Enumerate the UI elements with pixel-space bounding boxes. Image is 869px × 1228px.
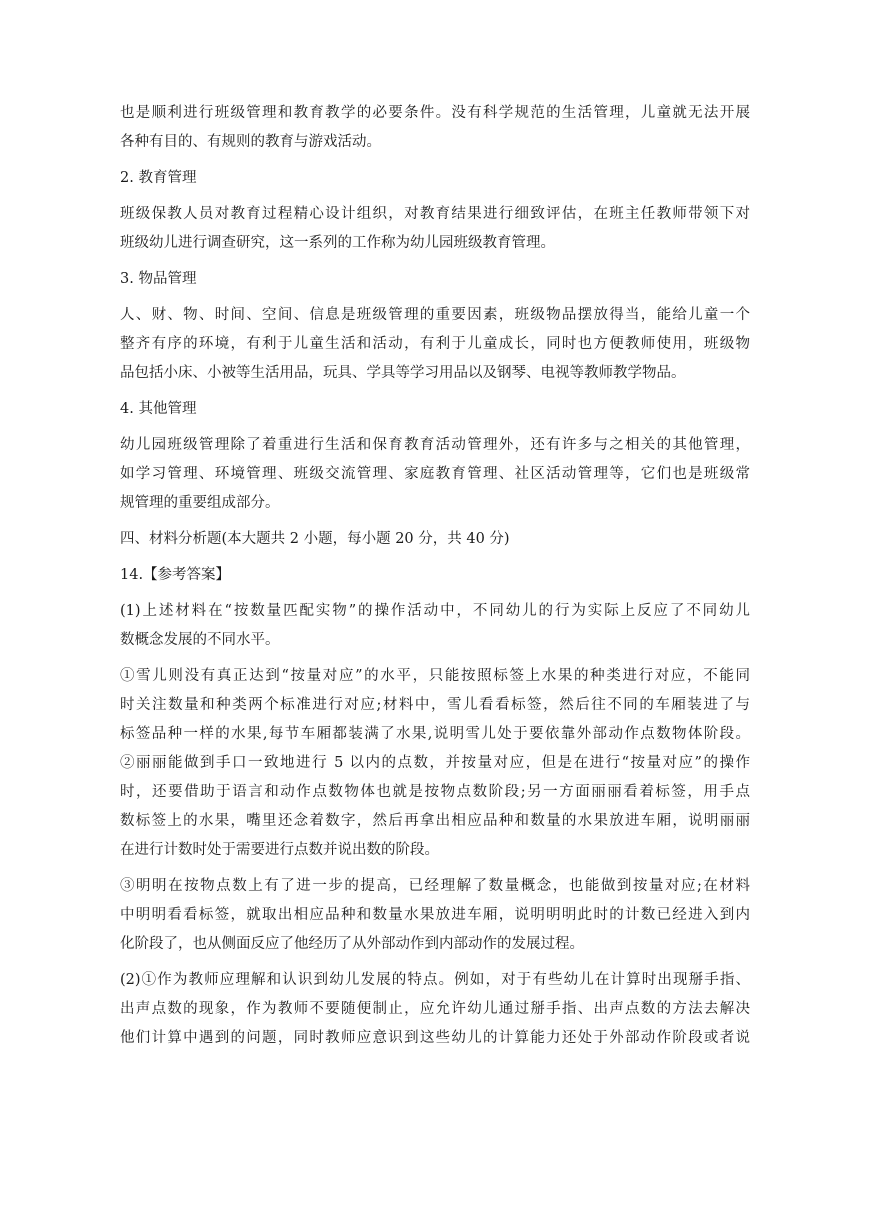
text-line: ③明明在按物点数上有了进一步的提高，已经理解了数量概念，也能做到按量对应;在材料 — [120, 878, 750, 894]
text-line: 时关注数量和种类两个标准进行对应;材料中，雪儿看看标签，然后往不同的车厢装进了与 — [120, 697, 750, 713]
text-line: 标签品种一样的水果,每节车厢都装满了水果,说明雪儿处于要依靠外部动作点数物体阶段。 — [120, 726, 750, 742]
section-heading — [120, 269, 750, 290]
paragraph — [120, 204, 750, 254]
paragraph — [120, 435, 750, 514]
text-line: ②丽丽能做到手口一致地进行 5 以内的点数，并按量对应，但是在进行“按量对应”的操作 — [120, 755, 750, 771]
text-line: 整齐有序的环境，有利于儿童生活和活动，有利于儿童成长，同时也方便教师使用，班级物 — [120, 336, 750, 352]
paragraph — [120, 305, 750, 384]
text-line: 数概念发展的不同水平。 — [120, 632, 280, 648]
text-line: 数标签上的水果，嘴里还念着数字，然后再拿出相应品种和数量的水果放进车厢，说明丽丽 — [120, 813, 750, 829]
paragraph — [120, 601, 750, 651]
text-line: 四、材料分析题(本大题共 2 小题，每小题 20 分，共 40 分) — [120, 531, 510, 547]
text-line: 品包括小床、小被等生活用品，玩具、学具等学习用品以及钢琴、电视等教师教学物品。 — [120, 365, 686, 381]
text-line: 也是顺利进行班级管理和教育教学的必要条件。没有科学规范的生活管理，儿童就无法开展 — [120, 105, 750, 121]
text-line: 班级幼儿进行调查研究，这一系列的工作称为幼儿园班级教育管理。 — [120, 235, 555, 251]
paragraph — [120, 666, 750, 861]
text-line: 人、财、物、时间、空间、信息是班级管理的重要因素，班级物品摆放得当，能给儿童一个 — [120, 307, 750, 323]
text-line: 4. 其他管理 — [120, 401, 197, 417]
paragraph — [120, 970, 750, 1049]
section-heading — [120, 529, 750, 550]
text-line: (2)①作为教师应理解和认识到幼儿发展的特点。例如，对于有些幼儿在计算时出现掰手指、 — [120, 972, 750, 988]
text-line: 幼儿园班级管理除了着重进行生活和保育教育活动管理外，还有许多与之相关的其他管理， — [120, 437, 750, 453]
text-line: 在进行计数时处于需要进行点数并说出数的阶段。 — [120, 842, 439, 858]
text-line: 14.【参考答案】 — [120, 567, 231, 583]
text-line: 化阶段了，也从侧面反应了他经历了从外部动作到内部动作的发展过程。 — [120, 936, 584, 952]
text-line: ①雪儿则没有真正达到“按量对应”的水平，只能按照标签上水果的种类进行对应，不能同 — [120, 668, 750, 684]
text-line: 各种有目的、有规则的教育与游戏活动。 — [120, 134, 381, 150]
text-line: 中明明看看标签，就取出相应品种和数量水果放进车厢，说明明明此时的计数已经进入到内 — [120, 907, 750, 923]
text-line: 他们计算中遇到的问题，同时教师应意识到这些幼儿的计算能力还处于外部动作阶段或者说 — [120, 1030, 750, 1046]
paragraph — [120, 103, 750, 153]
text-line: 如学习管理、环境管理、班级交流管理、家庭教育管理、社区活动管理等，它们也是班级常 — [120, 466, 750, 482]
text-line: (1)上述材料在“按数量匹配实物”的操作活动中，不同幼儿的行为实际上反应了不同幼儿 — [120, 603, 750, 619]
section-heading — [120, 399, 750, 420]
text-line: 2. 教育管理 — [120, 170, 197, 186]
text-line: 规管理的重要组成部分。 — [120, 495, 280, 511]
text-line: 班级保教人员对教育过程精心设计组织，对教育结果进行细致评估，在班主任教师带领下对 — [120, 206, 750, 222]
text-line: 3. 物品管理 — [120, 271, 197, 287]
text-line: 出声点数的现象，作为教师不要随便制止，应允许幼儿通过掰手指、出声点数的方法去解决 — [120, 1001, 750, 1017]
document-page — [120, 103, 750, 1064]
section-heading — [120, 168, 750, 189]
text-line: 时，还要借助于语言和动作点数物体也就是按物点数阶段;另一方面丽丽看着标签，用手点 — [120, 784, 750, 800]
question-number — [120, 565, 750, 586]
paragraph — [120, 876, 750, 955]
